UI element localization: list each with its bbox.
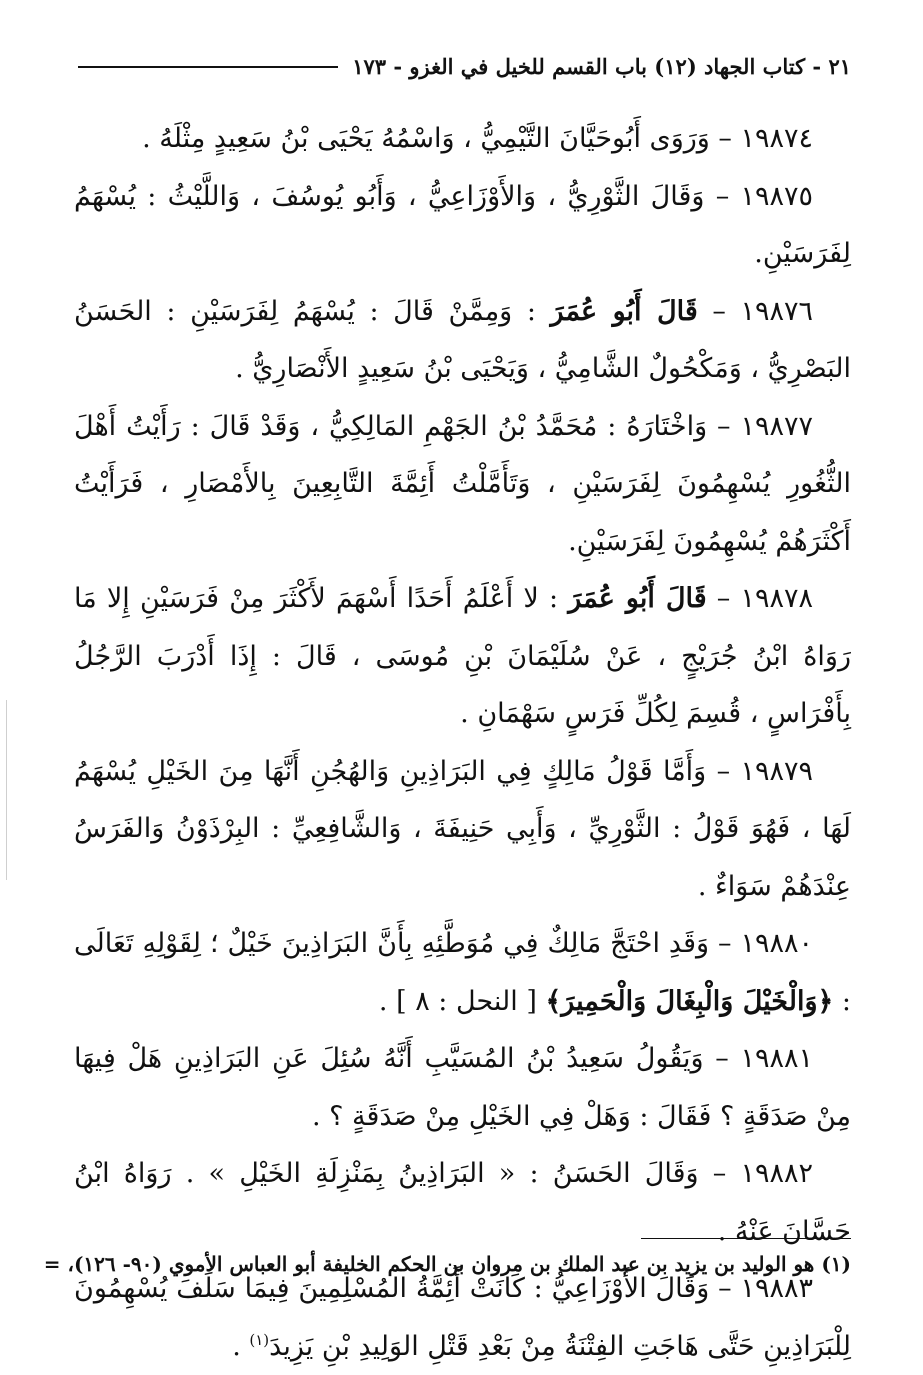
- header-rule: [78, 66, 338, 68]
- paragraph-number: ١٩٨٨٠: [740, 928, 813, 959]
- footnote-divider: [641, 1238, 851, 1239]
- main-text: [43, 110, 851, 1375]
- paragraph-text: : لا أَعْلَمُ أَحَدًا أَسْهَمَ لأَكْثَرَ مِنْ فَرَسَيْنِ إِلا مَا رَوَاهُ ابْنُ جُرَيْجٍ ، عَنْ سُلَيْمَانَ بْنِ مُوسَى ، قَالَ : إِذَا أَدْرَبَ الرَّجُلُ بِأَفْرَاسٍ ، قُسِمَ لِكُلِّ فَرَسٍ سَهْمَانِ .: [74, 583, 851, 729]
- paragraph-text: .: [232, 1330, 250, 1362]
- paragraph: [74, 110, 851, 168]
- paragraph: [74, 743, 851, 916]
- paragraph-number: ١٩٨٧٦: [740, 295, 813, 327]
- paragraph-number: ١٩٨٨٣: [740, 1273, 813, 1304]
- paragraph-text: – وَاخْتَارَهُ : مُحَمَّدُ بْنُ الجَهْمِ المَالِكِيُّ ، وَقَدْ قَالَ : رَأَيْتُ أَهْلَ الثُّغُورِ يُسْهِمُونَ لِفَرَسَيْنِ ، وَتَأَمَّلْتُ أَئِمَّةَ التَّابِعِينَ بِالأَمْصَارِ ، فَرَأَيْتُ أَكْثَرَهُمْ يُسْهِمُونَ لِفَرَسَيْنِ.: [74, 410, 851, 557]
- paragraph: [74, 168, 851, 283]
- footnote: (١) هو الوليد بن يزيد بن عبد الملك بن مروان بن الحكم الخليفة أبو العباس الأموي (٩٠- ١٢٦)، =: [43, 1252, 851, 1276]
- paragraph-text: –: [706, 583, 741, 614]
- paragraph-text: – وَرَوَى أَبُوحَيَّانَ التَّيْمِيُّ ، وَاسْمُهُ يَحْيَى بْنُ سَعِيدٍ مِثْلَهُ .: [142, 123, 741, 154]
- emphasis-text: قَالَ أَبُو عُمَرَ: [568, 583, 707, 614]
- running-header: [78, 46, 851, 86]
- scan-margin-line: [6, 700, 7, 880]
- paragraph-text: – وَيَقُولُ سَعِيدُ بْنُ المُسَيَّبِ أَنَّهُ سُئِلَ عَنِ البَرَاذِينِ هَلْ فِيهَا مِنْ صَدَقَةٍ ؟ فَقَالَ : وَهَلْ فِي الخَيْلِ مِنْ صَدَقَةٍ ؟ .: [74, 1043, 851, 1132]
- paragraph: [74, 283, 851, 398]
- emphasis-text: قَالَ أَبُو عُمَرَ: [550, 295, 698, 327]
- emphasis-text: ﴿وَالْخَيْلَ وَالْبِغَالَ وَالْحَمِيرَ﴾: [545, 985, 834, 1017]
- paragraph: [74, 1145, 851, 1260]
- paragraph: [74, 1030, 851, 1145]
- paragraph: [74, 570, 851, 743]
- paragraph-text: – وَقَالَ الحَسَنُ : « البَرَاذِينُ بِمَنْزِلَةِ الخَيْلِ » . رَوَاهُ ابْنُ حَسَّانَ عَنْهُ .: [74, 1158, 851, 1247]
- paragraph-text: – وَقَدِ احْتَجَّ مَالِكٌ فِي مُوَطَّئِهِ بِأَنَّ البَرَاذِينَ خَيْلٌ ؛ لِقَوْلِهِ تَعَالَى :: [74, 928, 851, 1017]
- paragraph-text: – وَأَمَّا قَوْلُ مَالِكٍ فِي البَرَاذِينِ وَالهُجُنِ أَنَّهَا مِنَ الخَيْلِ يُسْهَمُ لَهَا ، فَهُوَ قَوْلُ : الثَّوْرِيِّ ، وَأَبِي حَنِيفَةَ ، وَالشَّافِعِيِّ : البِرْذَوْنُ وَالفَرَسُ عِنْدَهُمْ سَوَاءٌ .: [74, 755, 851, 902]
- paragraph-text: – وَقَالَ الثَّوْرِيُّ ، وَالأَوْزَاعِيُّ ، وَأَبُو يُوسُفَ ، وَاللَّيْثُ : يُسْهَمُ لِفَرَسَيْنِ.: [74, 180, 851, 269]
- paragraph-number: ١٩٨٧٥: [740, 180, 813, 212]
- paragraph: [74, 915, 851, 1030]
- paragraph-number: ١٩٨٧٤: [740, 123, 813, 154]
- paragraph-text: : وَمِمَّنْ قَالَ : يُسْهَمُ لِفَرَسَيْنِ : الحَسَنُ البَصْرِيُّ ، وَمَكْحُولٌ الشَّامِيُّ ، وَيَحْيَى بْنُ سَعِيدٍ الأَنْصَارِيُّ .: [74, 295, 851, 384]
- paragraph-text: –: [697, 295, 741, 327]
- paragraph-number: ١٩٨٧٧: [740, 410, 813, 442]
- paragraph-number: ١٩٨٨٢: [740, 1158, 813, 1189]
- paragraph-number: ١٩٨٧٩: [740, 755, 813, 787]
- paragraph: [74, 398, 851, 571]
- paragraph-number: ١٩٨٨١: [740, 1043, 813, 1074]
- paragraph-text: [ النحل : ٨ ] .: [378, 985, 546, 1017]
- header-title: ٢١ - كتاب الجهاد (١٢) باب القسم للخيل في الغزو - ١٧٣: [352, 53, 851, 79]
- footnote-ref: (١): [249, 1330, 270, 1349]
- paragraph-text: – وَقَالَ الأَوْزَاعِيُّ : كَانَتْ أَئِمَّةُ المُسْلِمِينَ فِيمَا سَلَفَ يُسْهِمُونَ لِلْبَرَاذِينِ حَتَّى هَاجَتِ الفِتْنَةُ مِنْ بَعْدِ قَتْلِ الوَلِيدِ بْنِ يَزِيدَ: [74, 1273, 851, 1362]
- paragraph-number: ١٩٨٧٨: [740, 583, 814, 614]
